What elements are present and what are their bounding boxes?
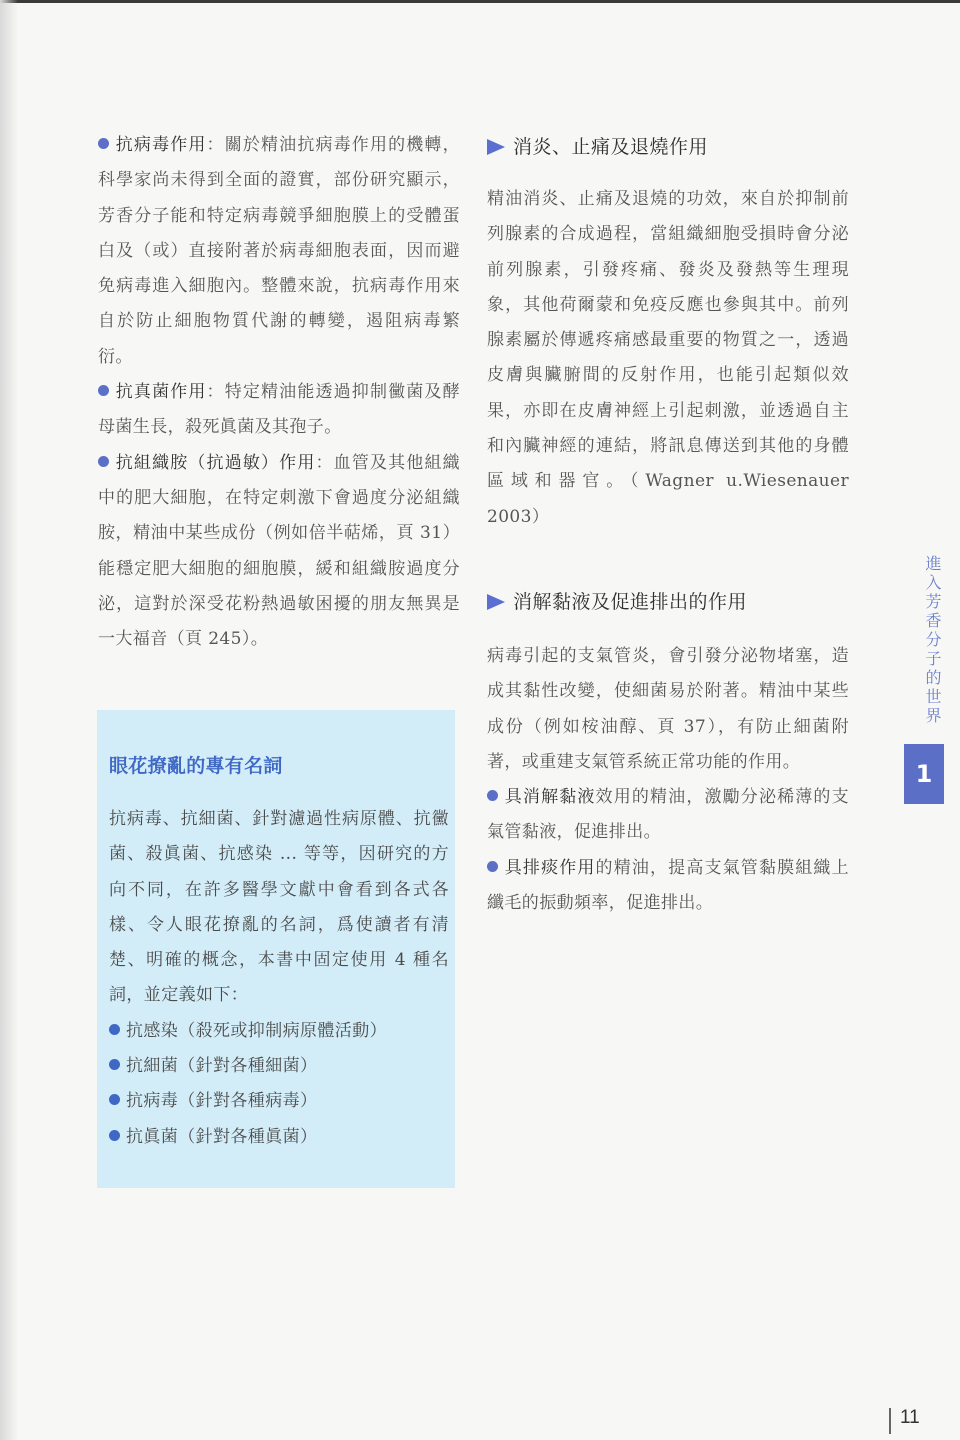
callout-item-text: 抗感染（殺死或抑制病原體活動）	[126, 1020, 387, 1041]
bullet-dot-icon	[98, 385, 109, 396]
chapter-number-tab: 1	[904, 744, 944, 804]
page-number: 11	[900, 1407, 920, 1428]
callout-item-text: 抗病毒（針對各種病毒）	[126, 1091, 318, 1112]
callout-item	[109, 1014, 449, 1049]
bullet-term: 抗組織胺（抗過敏）作用	[115, 452, 316, 473]
bullet-term: 具排痰作用	[504, 857, 596, 878]
bullet-dot-icon	[109, 1059, 120, 1070]
bullet-dot-icon	[109, 1130, 120, 1141]
arrow-right-icon	[487, 594, 505, 610]
bullet-antifungal	[98, 375, 460, 446]
bullet-dot-icon	[98, 456, 109, 467]
bullet-text: 的精油，提高支氣管黏膜組織上纖毛的振動頻率，促進排出。	[487, 857, 849, 914]
chapter-title-vertical: 進入芳香分子的世界	[923, 555, 942, 726]
bullet-antiviral	[98, 128, 460, 375]
bullet-text: 效用的精油，激勵分泌稀薄的支氣管黏液，促進排出。	[487, 787, 849, 843]
callout-item	[109, 1120, 449, 1155]
left-column	[98, 128, 460, 657]
bullet-dot-icon	[98, 138, 109, 149]
top-rule	[0, 0, 960, 3]
arrow-right-icon	[487, 139, 505, 155]
bullet-antihistamine	[98, 446, 460, 658]
bullet-dot-icon	[487, 861, 498, 872]
callout-item	[109, 1049, 449, 1084]
bullet-dot-icon	[109, 1094, 120, 1105]
right-column	[487, 128, 849, 921]
callout-body: 抗病毒、抗細菌、針對濾過性病原體、抗黴菌、殺眞菌、抗感染 ... 等等，因研究的方向不同，在許多醫學文獻中會看到各式各樣、令人眼花撩亂的名詞，爲使讀者有清楚、明確的概念，本書中固定使用 4 種名詞，並定義如下：	[109, 809, 449, 1006]
bullet-term: 抗病毒作用	[115, 135, 207, 155]
page-number-divider	[889, 1408, 891, 1434]
callout-item-text: 抗眞菌（針對各種眞菌）	[126, 1126, 318, 1147]
bullet-text: ：特定精油能透過抑制黴菌及酵母菌生長，殺死眞菌及其孢子。	[98, 382, 460, 438]
callout-item-text: 抗細菌（針對各種細菌）	[126, 1056, 318, 1077]
bullet-mucolytic	[487, 780, 849, 851]
bullet-text: ：關於精油抗病毒作用的機轉，科學家尚未得到全面的證實，部份研究顯示，芳香分子能和特定病毒競爭細胞膜上的受體蛋白及（或）直接附著於病毒細胞表面，因而避免病毒進入細胞內。整體來說，抗病毒作用來自於防止細胞物質代謝的轉變，遏阻病毒繁衍。	[98, 135, 460, 367]
gutter-shadow	[0, 0, 18, 1440]
section-heading-mucolytic	[487, 583, 849, 621]
terminology-callout-box	[97, 710, 455, 1188]
section-heading-anti-inflammatory	[487, 128, 849, 166]
section-body-mucolytic: 病毒引起的支氣管炎，會引發分泌物堵塞，造成其黏性改變，使細菌易於附著。精油中某些成份（例如桉油醇、頁 37），有防止細菌附著，或重建支氣管系統正常功能的作用。	[487, 645, 849, 772]
callout-title: 眼花撩亂的專有名詞	[109, 755, 283, 777]
bullet-dot-icon	[487, 790, 498, 801]
bullet-expectorant	[487, 851, 849, 922]
section-heading-text: 消炎、止痛及退燒作用	[513, 136, 709, 158]
callout-item	[109, 1084, 449, 1119]
section-body-anti-inflammatory: 精油消炎、止痛及退燒的功效，來自於抑制前列腺素的合成過程，當組織細胞受損時會分泌前列腺素，引發疼痛、發炎及發熱等生理現象，其他荷爾蒙和免疫反應也參與其中。前列腺素屬於傳遞疼痛感最重要的物質之一，透過皮膚與臟腑間的反射作用，也能引起類似效果，亦即在皮膚神經上引起刺激，並透過自主和內臟神經的連結，將訊息傳送到其他的身體區域和器官。（Wagner u.Wiesenauer 2003）	[487, 189, 849, 527]
bullet-dot-icon	[109, 1024, 120, 1035]
bullet-term: 抗真菌作用	[115, 382, 207, 403]
bullet-term: 具消解黏液	[504, 787, 596, 808]
section-heading-text: 消解黏液及促進排出的作用	[513, 590, 748, 613]
bullet-text: ：血管及其他組織中的肥大細胞，在特定刺激下會過度分泌組織胺，精油中某些成份（例如倍半萜烯，頁 31）能穩定肥大細胞的細胞膜，緩和組織胺過度分泌，這對於深受花粉熱過敏困擾的朋友無異是一大福音（頁 245）。	[98, 452, 461, 650]
